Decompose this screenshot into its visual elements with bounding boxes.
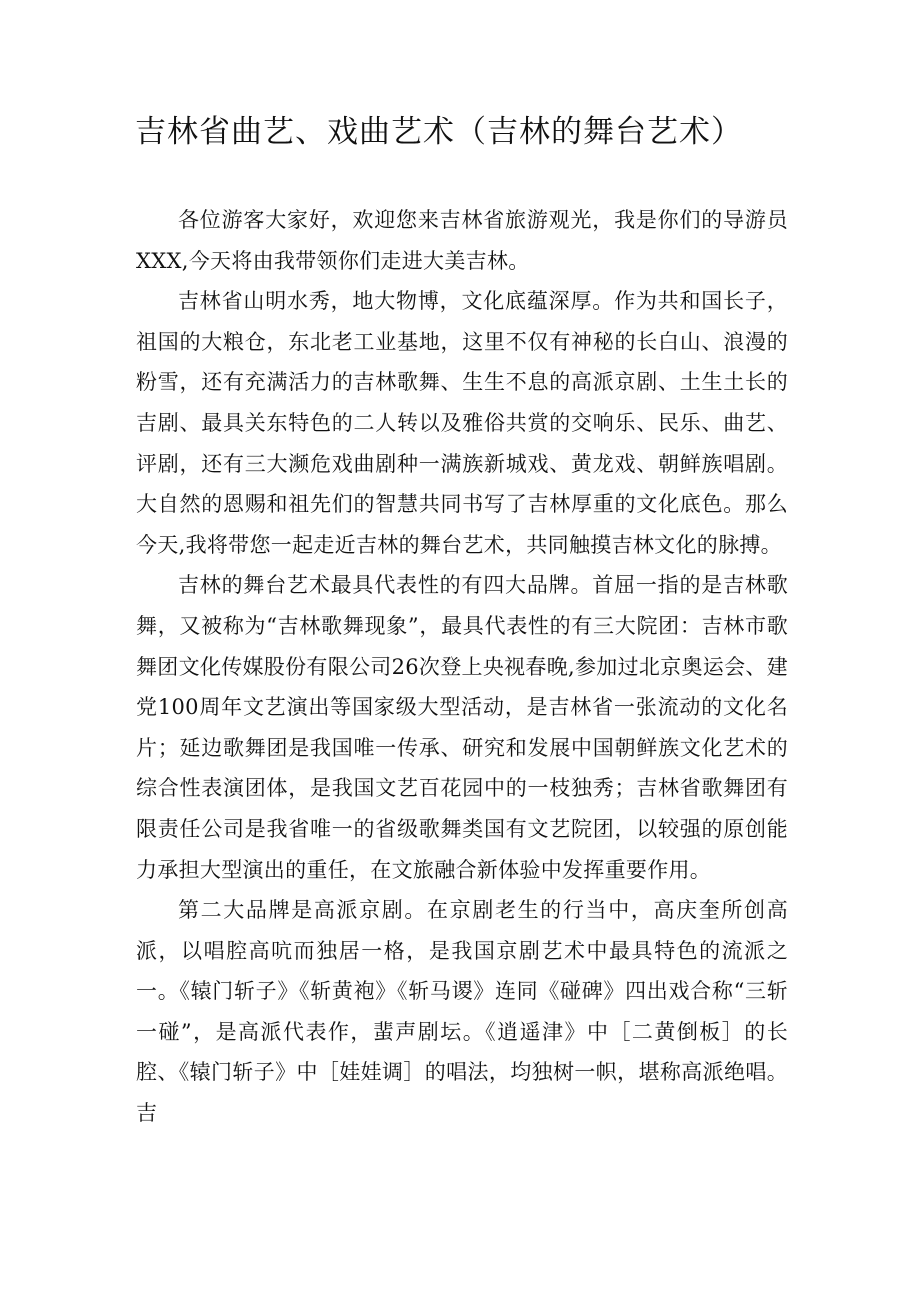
paragraph-jilin-overview: 吉林省山明水秀，地大物博，文化底蕴深厚。作为共和国长子，祖国的大粮仓，东北老工业基地，这里不仅有神秘的长白山、浪漫的粉雪，还有充满活力的吉林歌舞、生生不息的高派京剧、土生土长的吉剧、最具关东特色的二人转以及雅俗共赏的交响乐、民乐、曲艺、评剧，还有三大濒危戏曲剧种一满族新城戏、黄龙戏、朝鲜族唱剧。大自然的恩赐和祖先们的智慧共同书写了吉林厚重的文化底色。那么今天,我将带您一起走近吉林的舞台艺术，共同触摸吉林文化的脉搏。 [136, 289, 788, 557]
document-title: 吉林省曲艺、戏曲艺术（吉林的舞台艺术） [135, 114, 743, 150]
paragraph-gao-school-opera: 第二大品牌是高派京剧。在京剧老生的行当中，高庆奎所创高派，以唱腔高吭而独居一格，是我国京剧艺术中最具特色的流派之一。《辕门斩子》《斩黄袍》《斩马谡》连同《碰碑》四出戏合称“三斩一碰”，是高派代表作，蜚声剧坛。《逍遥津》中［二黄倒板］的长腔、《辕门斩子》中［娃娃调］的唱法，均独树一帜，堪称高派绝唱。吉 [136, 898, 788, 1126]
paragraph-greeting: 各位游客大家好，欢迎您来吉林省旅游观光，我是你们的导游员XXX,今天将由我带领你们走进大美吉林。 [136, 208, 788, 273]
paragraph-four-brands: 吉林的舞台艺术最具代表性的有四大品牌。首屈一指的是吉林歌舞，又被称为“吉林歌舞现象”，最具代表性的有三大院团：吉林市歌舞团文化传媒股份有限公司26次登上央视春晚,参加过北京奥运会、建党100周年文艺演出等国家级大型活动，是吉林省一张流动的文化名片；延边歌舞团是我国唯一传承、研究和发展中国朝鲜族文化艺术的综合性表演团体，是我国文艺百花园中的一枝独秀；吉林省歌舞团有限责任公司是我省唯一的省级歌舞类国有文艺院团，以较强的原创能力承担大型演出的重任，在文旅融合新体验中发挥重要作用。 [136, 573, 788, 882]
document-body [136, 200, 788, 1134]
